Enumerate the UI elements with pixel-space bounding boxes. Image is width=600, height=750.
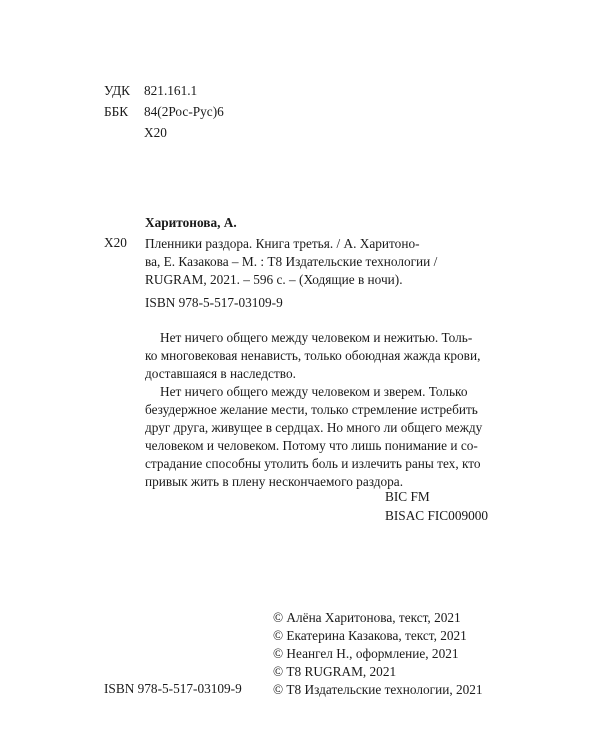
entry-isbn: ISBN 978-5-517-03109-9 (145, 295, 283, 310)
bisac-code: BISAC FIC009000 (385, 508, 489, 523)
udk-value: 821.161.1 (144, 83, 198, 98)
copyright-line: © Алёна Харитонова, текст, 2021 (273, 610, 461, 625)
biblio-line: ва, Е. Казакова – М. : Т8 Издательские технологии / (145, 254, 438, 269)
copyright-line: © Екатерина Казакова, текст, 2021 (273, 628, 467, 643)
annotation-line: доставшаяся в наследство. (145, 366, 296, 381)
biblio-line: RUGRAM, 2021. – 596 с. – (Ходящие в ночи). (145, 272, 403, 287)
annotation-line: Нет ничего общего между человеком и нежитью. Толь- (160, 330, 473, 345)
bic-code: BIC FM (385, 489, 430, 504)
entry-cutter-code: Х20 (104, 235, 127, 250)
classification-codes-block (104, 80, 224, 143)
udk-row (104, 80, 224, 101)
annotation-line: Нет ничего общего между человеком и зверем. Только (160, 384, 468, 399)
copyright-line: © Т8 Издательские технологии, 2021 (273, 682, 483, 697)
footer-isbn: ISBN 978-5-517-03109-9 (104, 681, 242, 696)
annotation-line: друг друга, живущее в сердцах. Но много ли общего между (145, 420, 483, 435)
annotation-line: человеком и человеком. Потому что лишь понимание и со- (145, 438, 478, 453)
cutter-row (104, 122, 224, 143)
subject-codes (385, 487, 488, 525)
bbk-row (104, 101, 224, 122)
annotation-line: привык жить в плену нескончаемого раздора. (145, 474, 404, 489)
bbk-value: 84(2Рос-Рус)6 (144, 104, 224, 119)
author-heading: Харитонова, А. (145, 215, 237, 230)
biblio-line: Пленники раздора. Книга третья. / А. Харитоно- (145, 236, 420, 251)
annotation-line: страдание способны утолить боль и излечить раны тех, кто (145, 456, 481, 471)
udk-label: УДК (104, 83, 131, 98)
bibliographic-description (145, 235, 493, 289)
copyright-line: © Неангел Н., оформление, 2021 (273, 646, 459, 661)
bbk-label: ББК (104, 104, 129, 119)
annotation-line: ко многовековая ненависть, только обоюдная жажда крови, (145, 348, 481, 363)
annotation (145, 329, 495, 491)
annotation-line: безудержное желание мести, только стремление истребить (145, 402, 478, 417)
cutter-code: Х20 (144, 125, 167, 140)
copyright-block (273, 609, 483, 699)
copyright-line: © Т8 RUGRAM, 2021 (273, 664, 397, 679)
